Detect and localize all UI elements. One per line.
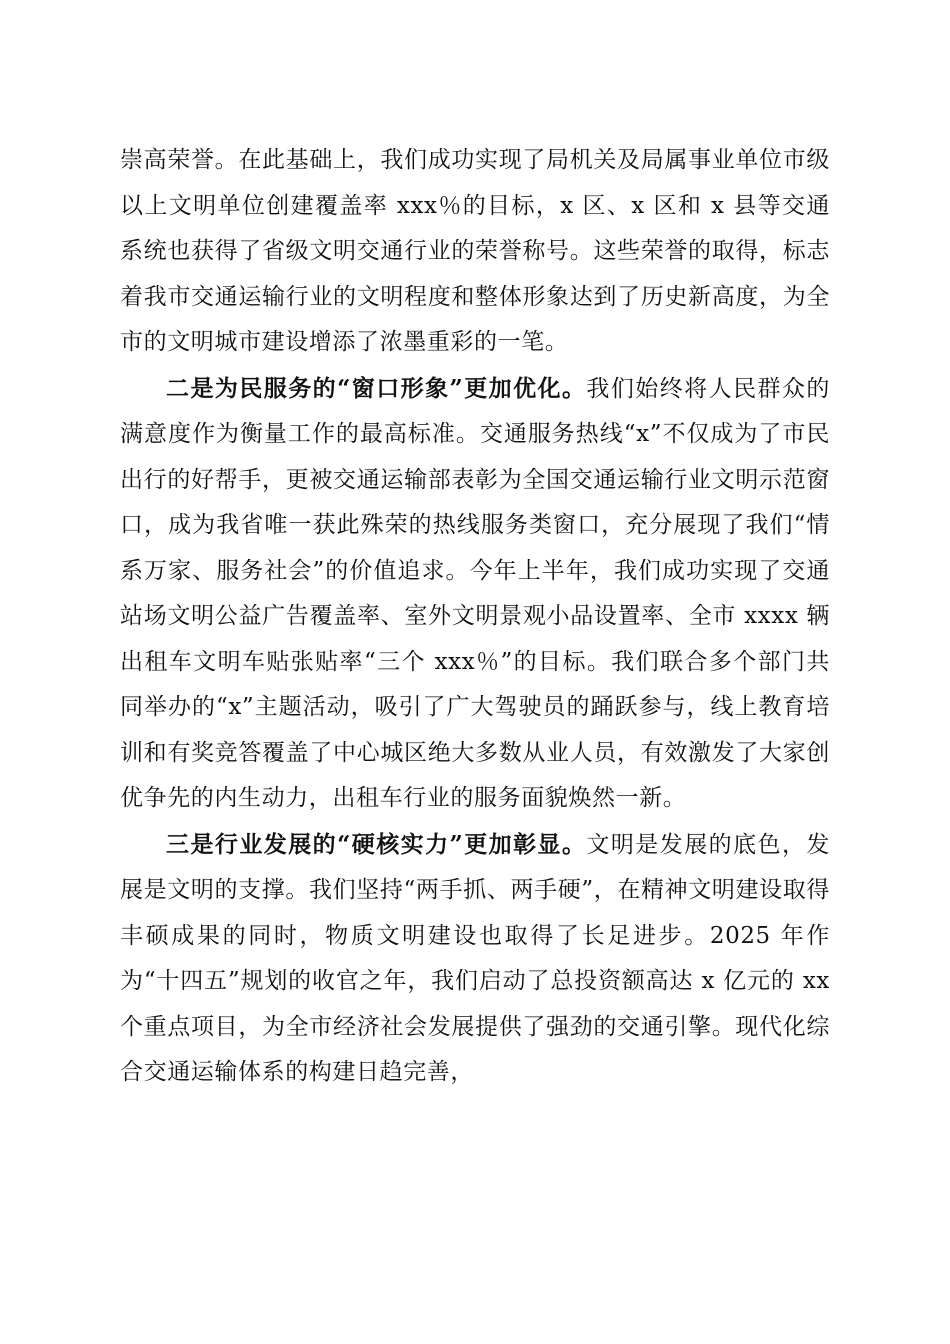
paragraph-2-lead: 二是为民服务的“窗口形象”更加优化。 xyxy=(166,374,587,402)
document-body xyxy=(120,138,830,1096)
paragraph-1-text: 崇高荣誉。在此基础上，我们成功实现了局机关及局属事业单位市级以上文明单位创建覆盖率 xxx％的目标，x 区、x 区和 x 县等交通系统也获得了省级文明交通行业的荣誉称号。这些荣誉的取得，标志着我市交通运输行业的文明程度和整体形象达到了历史新高度，为全市的文明城市建设增添了浓墨重彩的一笔。 xyxy=(120,147,830,355)
paragraph-3 xyxy=(120,822,830,1096)
paragraph-3-text: 文明是发展的底色，发展是文明的支撑。我们坚持“两手抓、两手硬”，在精神文明建设取得丰硕成果的同时，物质文明建设也取得了长足进步。2025 年作为“十四五”规划的收官之年，我们启动了总投资额高达 x 亿元的 xx 个重点项目，为全市经济社会发展提供了强劲的交通引擎。现代化综合交通运输体系的构建日趋完善， xyxy=(120,831,830,1085)
paragraph-2 xyxy=(120,366,830,822)
paragraph-2-text: 我们始终将人民群众的满意度作为衡量工作的最高标准。交通服务热线“x”不仅成为了市民出行的好帮手，更被交通运输部表彰为全国交通运输行业文明示范窗口，成为我省唯一获此殊荣的热线服务类窗口，充分展现了我们“情系万家、服务社会”的价值追求。今年上半年，我们成功实现了交通站场文明公益广告覆盖率、室外文明景观小品设置率、全市 xxxx 辆出租车文明车贴张贴率“三个 xxx％”的目标。我们联合多个部门共同举办的“x”主题活动，吸引了广大驾驶员的踊跃参与，线上教育培训和有奖竞答覆盖了中心城区绝大多数从业人员，有效激发了大家创优争先的内生动力，出租车行业的服务面貌焕然一新。 xyxy=(120,375,830,811)
paragraph-3-lead: 三是行业发展的“硬核实力”更加彰显。 xyxy=(166,830,587,858)
paragraph-1 xyxy=(120,138,830,366)
